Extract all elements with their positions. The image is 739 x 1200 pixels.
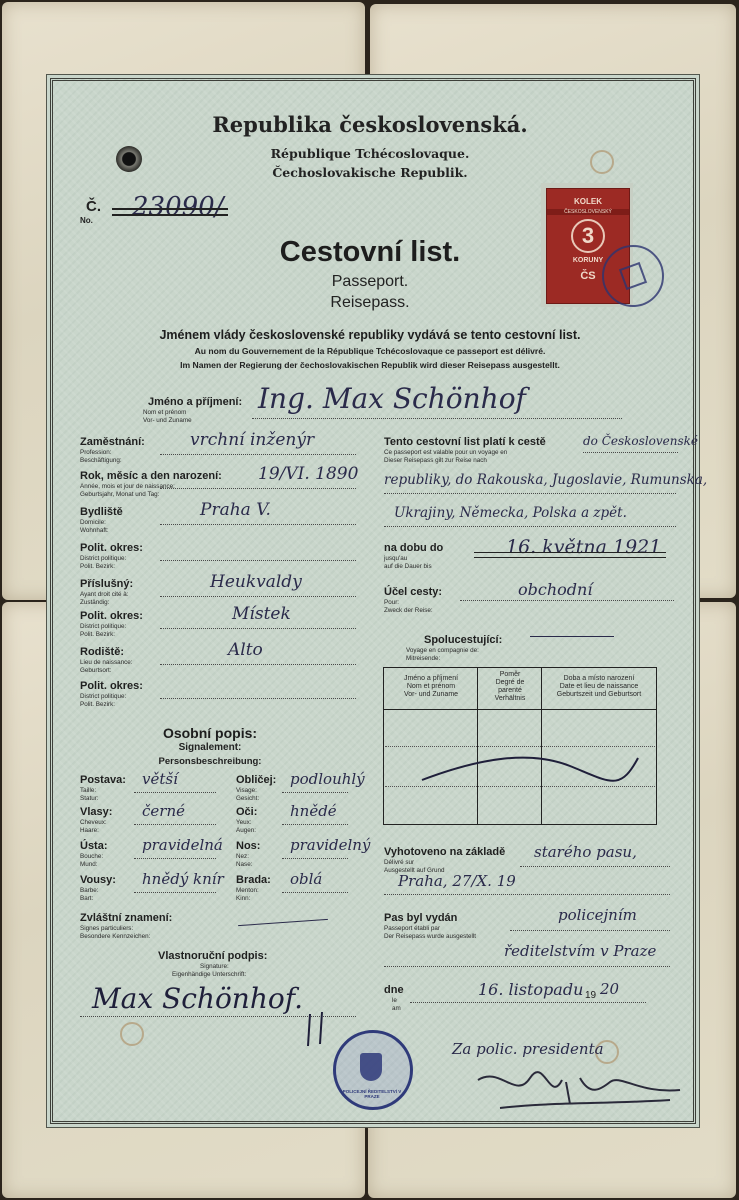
validity-label: Tento cestovní list platí k cestě [384, 436, 546, 448]
number-label: Č. [86, 198, 101, 215]
name-label: Jméno a příjmení: [148, 396, 243, 408]
left-field-label: Rodiště: [80, 646, 124, 658]
companions-col1-header [385, 675, 477, 699]
date-value: 16. listopadu [478, 980, 584, 999]
document-title-german: Reisepass. [330, 294, 410, 311]
personal-item-value: větší [142, 770, 178, 788]
personal-item-sub-fr: Cheveux: [80, 819, 107, 826]
left-field-sub-de: Geburtsjahr, Monat und Tag: [80, 491, 160, 498]
companions-row-line [385, 746, 655, 747]
left-field-sub-fr: Lieu de naissance: [80, 659, 133, 666]
left-field-sub-fr: District politique: [80, 623, 127, 630]
left-field-label: Bydliště [80, 506, 123, 518]
name-line [252, 418, 622, 419]
personal-item-label: Nos: [236, 840, 261, 852]
special-marks-label: Zvláštní znamení: [80, 912, 173, 924]
validity-destination-1: do Československé [583, 434, 699, 448]
signature-tail-mark [300, 1010, 340, 1050]
title-french: République Tchécoslovaque. [270, 146, 470, 161]
validity-sub-fr: Ce passeport est valable pour un voyage en [384, 449, 508, 456]
col2-fr-1: Degré de [495, 679, 525, 686]
issue-statement-german: Im Namen der Regierung der čechoslovakischen Republik wird dieser Reisepass ausgestellt. [180, 360, 560, 370]
punch-hole-icon [590, 150, 614, 174]
left-field-value: vrchní inženýr [190, 430, 315, 450]
col2-cz: Poměr [499, 671, 521, 678]
until-sub-de: auf die Dauer bis [384, 563, 432, 570]
col2-de: Verhältnis [494, 695, 526, 702]
personal-item-line [134, 892, 216, 893]
personal-item-label: Vousy: [80, 874, 116, 886]
signature-sub-fr: Signature: [200, 963, 229, 970]
left-field-label: Polit. okres: [80, 610, 143, 622]
personal-item-label: Vlasy: [80, 806, 113, 818]
personal-item-line [282, 792, 348, 793]
holder-signature: Max Schönhof. [92, 982, 303, 1015]
signature-label: Vlastnoruční podpis: [158, 950, 268, 962]
issued-line [510, 930, 670, 931]
special-marks-sub-fr: Signes particuliers: [80, 925, 134, 932]
personal-item-line [134, 792, 216, 793]
left-field-value: Praha V. [200, 500, 271, 520]
basis-value-2: Praha, 27/X. 19 [398, 872, 516, 890]
personal-item-sub-fr: Yeux: [236, 819, 252, 826]
companions-col3-header [543, 675, 655, 699]
left-field-sub-fr: Année, mois et jour de naissance: [80, 483, 175, 490]
date-line [410, 1002, 646, 1003]
purpose-sub-de: Zweck der Reise: [384, 607, 433, 614]
until-sub-fr: jusqu'au [384, 555, 408, 562]
title-czech: Republika československá. [212, 112, 528, 137]
personal-item-value: hnědý knír [142, 870, 224, 888]
left-field-line [160, 560, 356, 561]
left-field-line [160, 524, 356, 525]
companions-sub-fr: Voyage en compagnie de: [406, 647, 479, 654]
issued-label: Pas byl vydán [384, 912, 458, 924]
personal-item-label: Postava: [80, 774, 126, 786]
issued-line [384, 966, 670, 967]
title-german: Čechoslovakische Republik. [272, 165, 468, 180]
validity-destination-3: Ukrajiny, Německa, Polska a zpět. [394, 505, 627, 521]
companions-header-rule [383, 709, 657, 710]
personal-sub-de: Personsbeschreibung: [158, 756, 262, 767]
basis-line [384, 894, 670, 895]
companions-label: Spolucestující: [424, 634, 503, 646]
personal-item-line [282, 824, 348, 825]
personal-item-value: pravidelný [290, 836, 371, 854]
personal-item-sub-de: Statur: [80, 795, 99, 802]
document-title: Cestovní list. [279, 236, 461, 268]
year-value: 20 [600, 980, 620, 998]
col3-fr: Date et lieu de naissance [559, 683, 639, 690]
validity-line [384, 526, 676, 527]
personal-item-line [282, 858, 348, 859]
personal-item-sub-de: Kinn: [236, 895, 251, 902]
punch-hole-icon [120, 1022, 144, 1046]
col1-cz: Jméno a příjmení [403, 675, 459, 682]
personal-title: Osobní popis: [162, 725, 258, 741]
basis-label: Vyhotoveno na základě [384, 846, 506, 858]
validity-line [583, 452, 678, 453]
personal-item-sub-de: Mund: [80, 861, 98, 868]
issue-statement-french: Au nom du Gouvernement de la République Tchécoslovaque ce passeport est délivré. [194, 346, 546, 356]
left-field-label: Příslušný: [80, 578, 134, 590]
left-field-value: Alto [228, 640, 263, 660]
left-field-value: 19/VI. 1890 [258, 464, 359, 484]
grommet-icon [116, 146, 142, 172]
personal-item-sub-de: Augen: [236, 827, 256, 834]
basis-sub-de: Ausgestellt auf Grund [384, 867, 445, 874]
left-field-sub-de: Polit. Bezirk: [80, 701, 115, 708]
name-value: Ing. Max Schönhof [258, 382, 526, 415]
companions-col2-header [479, 671, 541, 703]
personal-item-value: černé [142, 802, 185, 820]
purpose-sub-fr: Pour: [384, 599, 400, 606]
official-signature [470, 1060, 690, 1116]
left-field-sub-de: Polit. Bezirk: [80, 631, 115, 638]
personal-item-sub-fr: Visage: [236, 787, 257, 794]
left-field-sub-fr: District politique: [80, 693, 127, 700]
date-sub-de: am [392, 1005, 401, 1012]
left-field-line [160, 454, 356, 455]
personal-item-value: oblá [290, 870, 323, 888]
left-field-line [160, 596, 356, 597]
left-field-line [160, 698, 356, 699]
document-title-french: Passeport. [331, 273, 409, 290]
issue-statement-czech: Jménem vlády československé republiky vydává se tento cestovní list. [159, 328, 581, 342]
left-field-value: Místek [232, 604, 291, 624]
left-field-value: Heukvaldy [210, 572, 302, 592]
left-field-sub-de: Geburtsort: [80, 667, 112, 674]
personal-item-line [134, 824, 216, 825]
personal-item-value: podlouhlý [290, 770, 365, 788]
validity-sub-de: Dieser Reisepass gilt zur Reise nach [384, 457, 487, 464]
col1-de: Vor- und Zuname [403, 691, 459, 698]
police-seal [333, 1030, 413, 1110]
personal-item-sub-fr: Taille: [80, 787, 97, 794]
left-field-sub-de: Wohnhaft: [80, 527, 109, 534]
col3-de: Geburtszeit und Geburtsort [556, 691, 642, 698]
col3-cz: Doba a místo narození [563, 675, 635, 682]
personal-item-value: hnědé [290, 802, 337, 820]
name-sub-fr: Nom et prénom [143, 409, 187, 416]
left-field-sub-de: Polit. Bezirk: [80, 563, 115, 570]
personal-item-sub-de: Gesicht: [236, 795, 260, 802]
validity-destination-2: republiky, do Rakouska, Jugoslavie, Rumunska, [384, 472, 708, 488]
date-label: dne [384, 984, 404, 996]
issued-sub-de: Der Reisepass wurde ausgestellt [384, 933, 477, 940]
left-field-label: Polit. okres: [80, 680, 143, 692]
date-sub-fr: le [392, 997, 397, 1004]
until-strike [474, 557, 666, 558]
cancellation-postmark [602, 245, 664, 307]
name-sub-de: Vor- und Zuname [143, 417, 192, 424]
issued-sub-fr: Passeport établi par [384, 925, 441, 932]
official-title: Za polic. presidenta [452, 1040, 604, 1058]
left-field-line [160, 628, 356, 629]
basis-line [520, 866, 670, 867]
left-field-sub-de: Beschäftigung: [80, 457, 122, 464]
left-field-line [160, 488, 356, 489]
stamp-value: 3 [571, 219, 605, 253]
personal-item-label: Oči: [236, 806, 258, 818]
validity-line [384, 493, 676, 494]
personal-item-sub-fr: Bouche: [80, 853, 104, 860]
purpose-value: obchodní [518, 580, 593, 599]
personal-item-line [282, 892, 348, 893]
left-field-label: Polit. okres: [80, 542, 143, 554]
number-strike-line [112, 214, 228, 216]
basis-sub-fr: Délivré sur [384, 859, 415, 866]
until-strike [474, 552, 666, 553]
personal-item-sub-fr: Menton: [236, 887, 259, 894]
number-strike-line [112, 208, 228, 210]
col2-fr-2: parenté [498, 687, 522, 694]
personal-item-value: pravidelná [142, 836, 223, 854]
year-prefix: 19 [585, 990, 597, 1001]
personal-item-sub-de: Bart: [80, 895, 94, 902]
number-label-sub: No. [80, 216, 93, 225]
until-label: na dobu do [384, 542, 444, 554]
signature-sub-de: Eigenhändige Unterschrift: [172, 971, 247, 978]
personal-item-sub-fr: Barbe: [80, 887, 99, 894]
personal-item-line [134, 858, 216, 859]
passport-number: 23090/ [132, 192, 224, 222]
personal-item-sub-de: Nase: [236, 861, 253, 868]
personal-item-sub-de: Haare: [80, 827, 99, 834]
issued-value: policejním [558, 906, 637, 924]
companions-cancel-stroke [420, 752, 642, 792]
left-field-sub-fr: Ayant droit cité à: [80, 591, 129, 598]
basis-value: starého pasu, [534, 843, 637, 861]
left-field-sub-fr: Domicile: [80, 519, 106, 526]
left-field-sub-de: Zuständig: [80, 599, 110, 606]
personal-sub-fr: Signalement: [178, 742, 242, 753]
col1-fr: Nom et prénom [406, 683, 456, 690]
issued-value-2: ředitelstvím v Praze [504, 942, 657, 960]
left-field-label: Rok, měsíc a den narození: [80, 470, 222, 482]
seal-text: POLICEJNÍ ŘEDITELSTVÍ V PRAZE [342, 1089, 402, 1099]
personal-item-label: Ústa: [80, 840, 108, 852]
left-field-sub-fr: District politique: [80, 555, 127, 562]
stamp-band-text: ČESKOSLOVENSKÝ [547, 209, 629, 215]
left-field-line [160, 664, 356, 665]
personal-item-sub-fr: Nez: [236, 853, 249, 860]
personal-item-label: Obličej: [236, 774, 277, 786]
purpose-label: Účel cesty: [384, 586, 443, 598]
left-field-sub-fr: Profession: [80, 449, 112, 456]
companions-sub-de: Mitreisende: [406, 655, 441, 662]
until-value: 16. května 1921 [506, 536, 662, 558]
special-marks-sub-de: Besondere Kennzeichen: [80, 933, 151, 940]
personal-item-label: Brada: [236, 874, 271, 886]
left-field-label: Zaměstnání: [80, 436, 145, 448]
stamp-unit: KORUNY [572, 257, 604, 264]
stamp-bottom: ČS [580, 270, 596, 282]
stamp-top-text: KOLEK [574, 197, 602, 206]
purpose-line [460, 600, 674, 601]
companions-dash [530, 636, 614, 637]
